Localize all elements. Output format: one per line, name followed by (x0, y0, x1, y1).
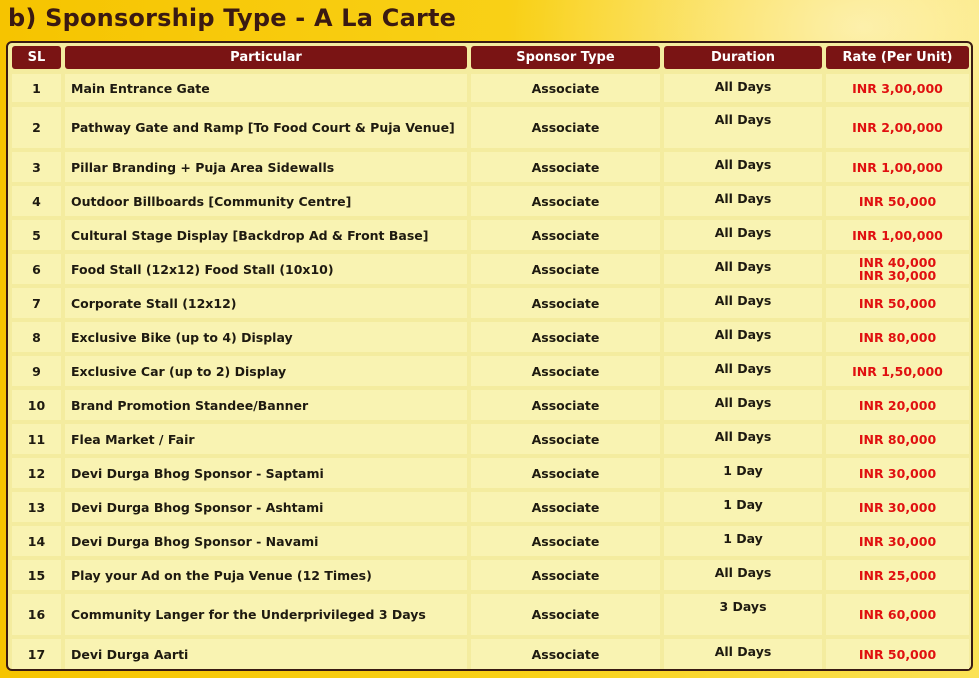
rate-cell (826, 322, 969, 352)
duration-cell: All Days (664, 424, 822, 454)
sponsor-type-cell: Associate (471, 152, 660, 182)
rate-cell (826, 186, 969, 216)
table-row (8, 220, 971, 250)
sponsor-type-cell: Associate (471, 356, 660, 386)
particular-cell: Pathway Gate and Ramp [To Food Court & Puja Venue] (65, 107, 467, 148)
rate-value: INR 30,000 (858, 499, 937, 515)
particular-cell: Exclusive Car (up to 2) Display (65, 356, 467, 386)
table-row (8, 390, 971, 420)
rate-value: INR 80,000 (858, 329, 937, 345)
sl-cell: 14 (12, 526, 61, 556)
rate-cell (826, 639, 969, 669)
page-title: b) Sponsorship Type - A La Carte (8, 4, 457, 32)
sl-cell: 15 (12, 560, 61, 590)
sponsor-type-cell: Associate (471, 254, 660, 284)
rate-cell (826, 107, 969, 148)
sl-cell: 9 (12, 356, 61, 386)
header-rate: Rate (Per Unit) (826, 46, 969, 69)
particular-cell: Flea Market / Fair (65, 424, 467, 454)
rate-value: INR 1,00,000 (852, 159, 943, 175)
particular-cell: Pillar Branding + Puja Area Sidewalls (65, 152, 467, 182)
table-row (8, 639, 971, 669)
sl-cell: 7 (12, 288, 61, 318)
table-row (8, 254, 971, 284)
rate-cell (826, 254, 969, 284)
duration-cell: 1 Day (664, 492, 822, 522)
sponsor-type-cell: Associate (471, 390, 660, 420)
rate-cell (826, 492, 969, 522)
rate-value: INR 50,000 (858, 646, 937, 662)
sl-cell: 11 (12, 424, 61, 454)
table-row (8, 526, 971, 556)
rate-value: INR 80,000 (858, 431, 937, 447)
rate-value: INR 25,000 (858, 567, 937, 583)
particular-cell: Corporate Stall (12x12) (65, 288, 467, 318)
particular-cell: Cultural Stage Display [Backdrop Ad & Front Base] (65, 220, 467, 250)
header-sl: SL (12, 46, 61, 69)
particular-cell: Devi Durga Bhog Sponsor - Navami (65, 526, 467, 556)
sponsor-type-cell: Associate (471, 220, 660, 250)
duration-cell: All Days (664, 288, 822, 318)
sl-cell: 8 (12, 322, 61, 352)
duration-cell: All Days (664, 254, 822, 284)
sl-cell: 5 (12, 220, 61, 250)
duration-cell: All Days (664, 186, 822, 216)
rate-cell (826, 288, 969, 318)
rate-value: INR 60,000 (858, 607, 937, 622)
rate-value: INR 1,00,000 (852, 227, 943, 243)
table-row (8, 424, 971, 454)
rate-cell (826, 424, 969, 454)
table-row (8, 492, 971, 522)
rate-cell (826, 220, 969, 250)
sponsor-type-cell: Associate (471, 424, 660, 454)
table-row (8, 186, 971, 216)
table-row (8, 560, 971, 590)
duration-cell: All Days (664, 220, 822, 250)
table-row (8, 152, 971, 182)
particular-cell: Play your Ad on the Puja Venue (12 Times) (65, 560, 467, 590)
sponsor-type-cell: Associate (471, 74, 660, 102)
sponsor-type-cell: Associate (471, 639, 660, 669)
particular-cell: Devi Durga Bhog Sponsor - Ashtami (65, 492, 467, 522)
sl-cell: 17 (12, 639, 61, 669)
sponsor-type-cell: Associate (471, 288, 660, 318)
rate-value: INR 1,50,000 (852, 363, 943, 379)
header-duration: Duration (664, 46, 822, 69)
sponsor-type-cell: Associate (471, 322, 660, 352)
duration-cell: All Days (664, 639, 822, 669)
sl-cell: 2 (12, 107, 61, 148)
sponsor-type-cell: Associate (471, 186, 660, 216)
duration-cell: All Days (664, 107, 822, 148)
sl-cell: 3 (12, 152, 61, 182)
sl-cell: 16 (12, 594, 61, 635)
rate-value: INR 30,000 (858, 533, 937, 549)
rate-cell (826, 390, 969, 420)
duration-cell: All Days (664, 152, 822, 182)
sl-cell: 6 (12, 254, 61, 284)
duration-cell: All Days (664, 74, 822, 102)
sponsor-type-cell: Associate (471, 458, 660, 488)
rate-value: INR 30,000 (858, 465, 937, 481)
rate-cell (826, 74, 969, 102)
sponsor-type-cell: Associate (471, 560, 660, 590)
duration-cell: All Days (664, 322, 822, 352)
sponsor-type-cell: Associate (471, 492, 660, 522)
particular-cell: Devi Durga Bhog Sponsor - Saptami (65, 458, 467, 488)
table-row (8, 107, 971, 148)
duration-cell: All Days (664, 356, 822, 386)
header-particular: Particular (65, 46, 467, 69)
duration-cell: All Days (664, 560, 822, 590)
table-header-row (8, 46, 971, 69)
rate-value: INR 20,000 (858, 397, 937, 413)
duration-cell: 1 Day (664, 526, 822, 556)
table-row (8, 74, 971, 102)
rate-cell (826, 458, 969, 488)
particular-cell: Brand Promotion Standee/Banner (65, 390, 467, 420)
rate-value: INR 30,000 (858, 268, 937, 283)
table-row (8, 288, 971, 318)
sponsorship-table (6, 41, 973, 671)
table-row (8, 458, 971, 488)
sl-cell: 13 (12, 492, 61, 522)
table-row (8, 322, 971, 352)
particular-cell: Food Stall (12x12) Food Stall (10x10) (65, 254, 467, 284)
duration-cell: All Days (664, 390, 822, 420)
duration-cell: 1 Day (664, 458, 822, 488)
particular-cell: Community Langer for the Underprivileged 3 Days (65, 594, 467, 635)
particular-cell: Main Entrance Gate (65, 74, 467, 102)
rate-value: INR 40,000 (858, 255, 937, 270)
duration-cell: 3 Days (664, 594, 822, 635)
sl-cell: 4 (12, 186, 61, 216)
rate-cell (826, 560, 969, 590)
rate-cell (826, 152, 969, 182)
rate-cell (826, 526, 969, 556)
rate-value: INR 3,00,000 (852, 80, 943, 96)
sl-cell: 1 (12, 74, 61, 102)
rate-value: INR 2,00,000 (852, 120, 943, 135)
header-sponsor-type: Sponsor Type (471, 46, 660, 69)
sl-cell: 12 (12, 458, 61, 488)
rate-cell (826, 356, 969, 386)
rate-value: INR 50,000 (858, 193, 937, 209)
particular-cell: Exclusive Bike (up to 4) Display (65, 322, 467, 352)
sponsor-type-cell: Associate (471, 594, 660, 635)
rate-cell (826, 594, 969, 635)
table-row (8, 356, 971, 386)
particular-cell: Devi Durga Aarti (65, 639, 467, 669)
table-row (8, 594, 971, 635)
particular-cell: Outdoor Billboards [Community Centre] (65, 186, 467, 216)
sl-cell: 10 (12, 390, 61, 420)
sponsor-type-cell: Associate (471, 526, 660, 556)
rate-value: INR 50,000 (858, 295, 937, 311)
sponsor-type-cell: Associate (471, 107, 660, 148)
